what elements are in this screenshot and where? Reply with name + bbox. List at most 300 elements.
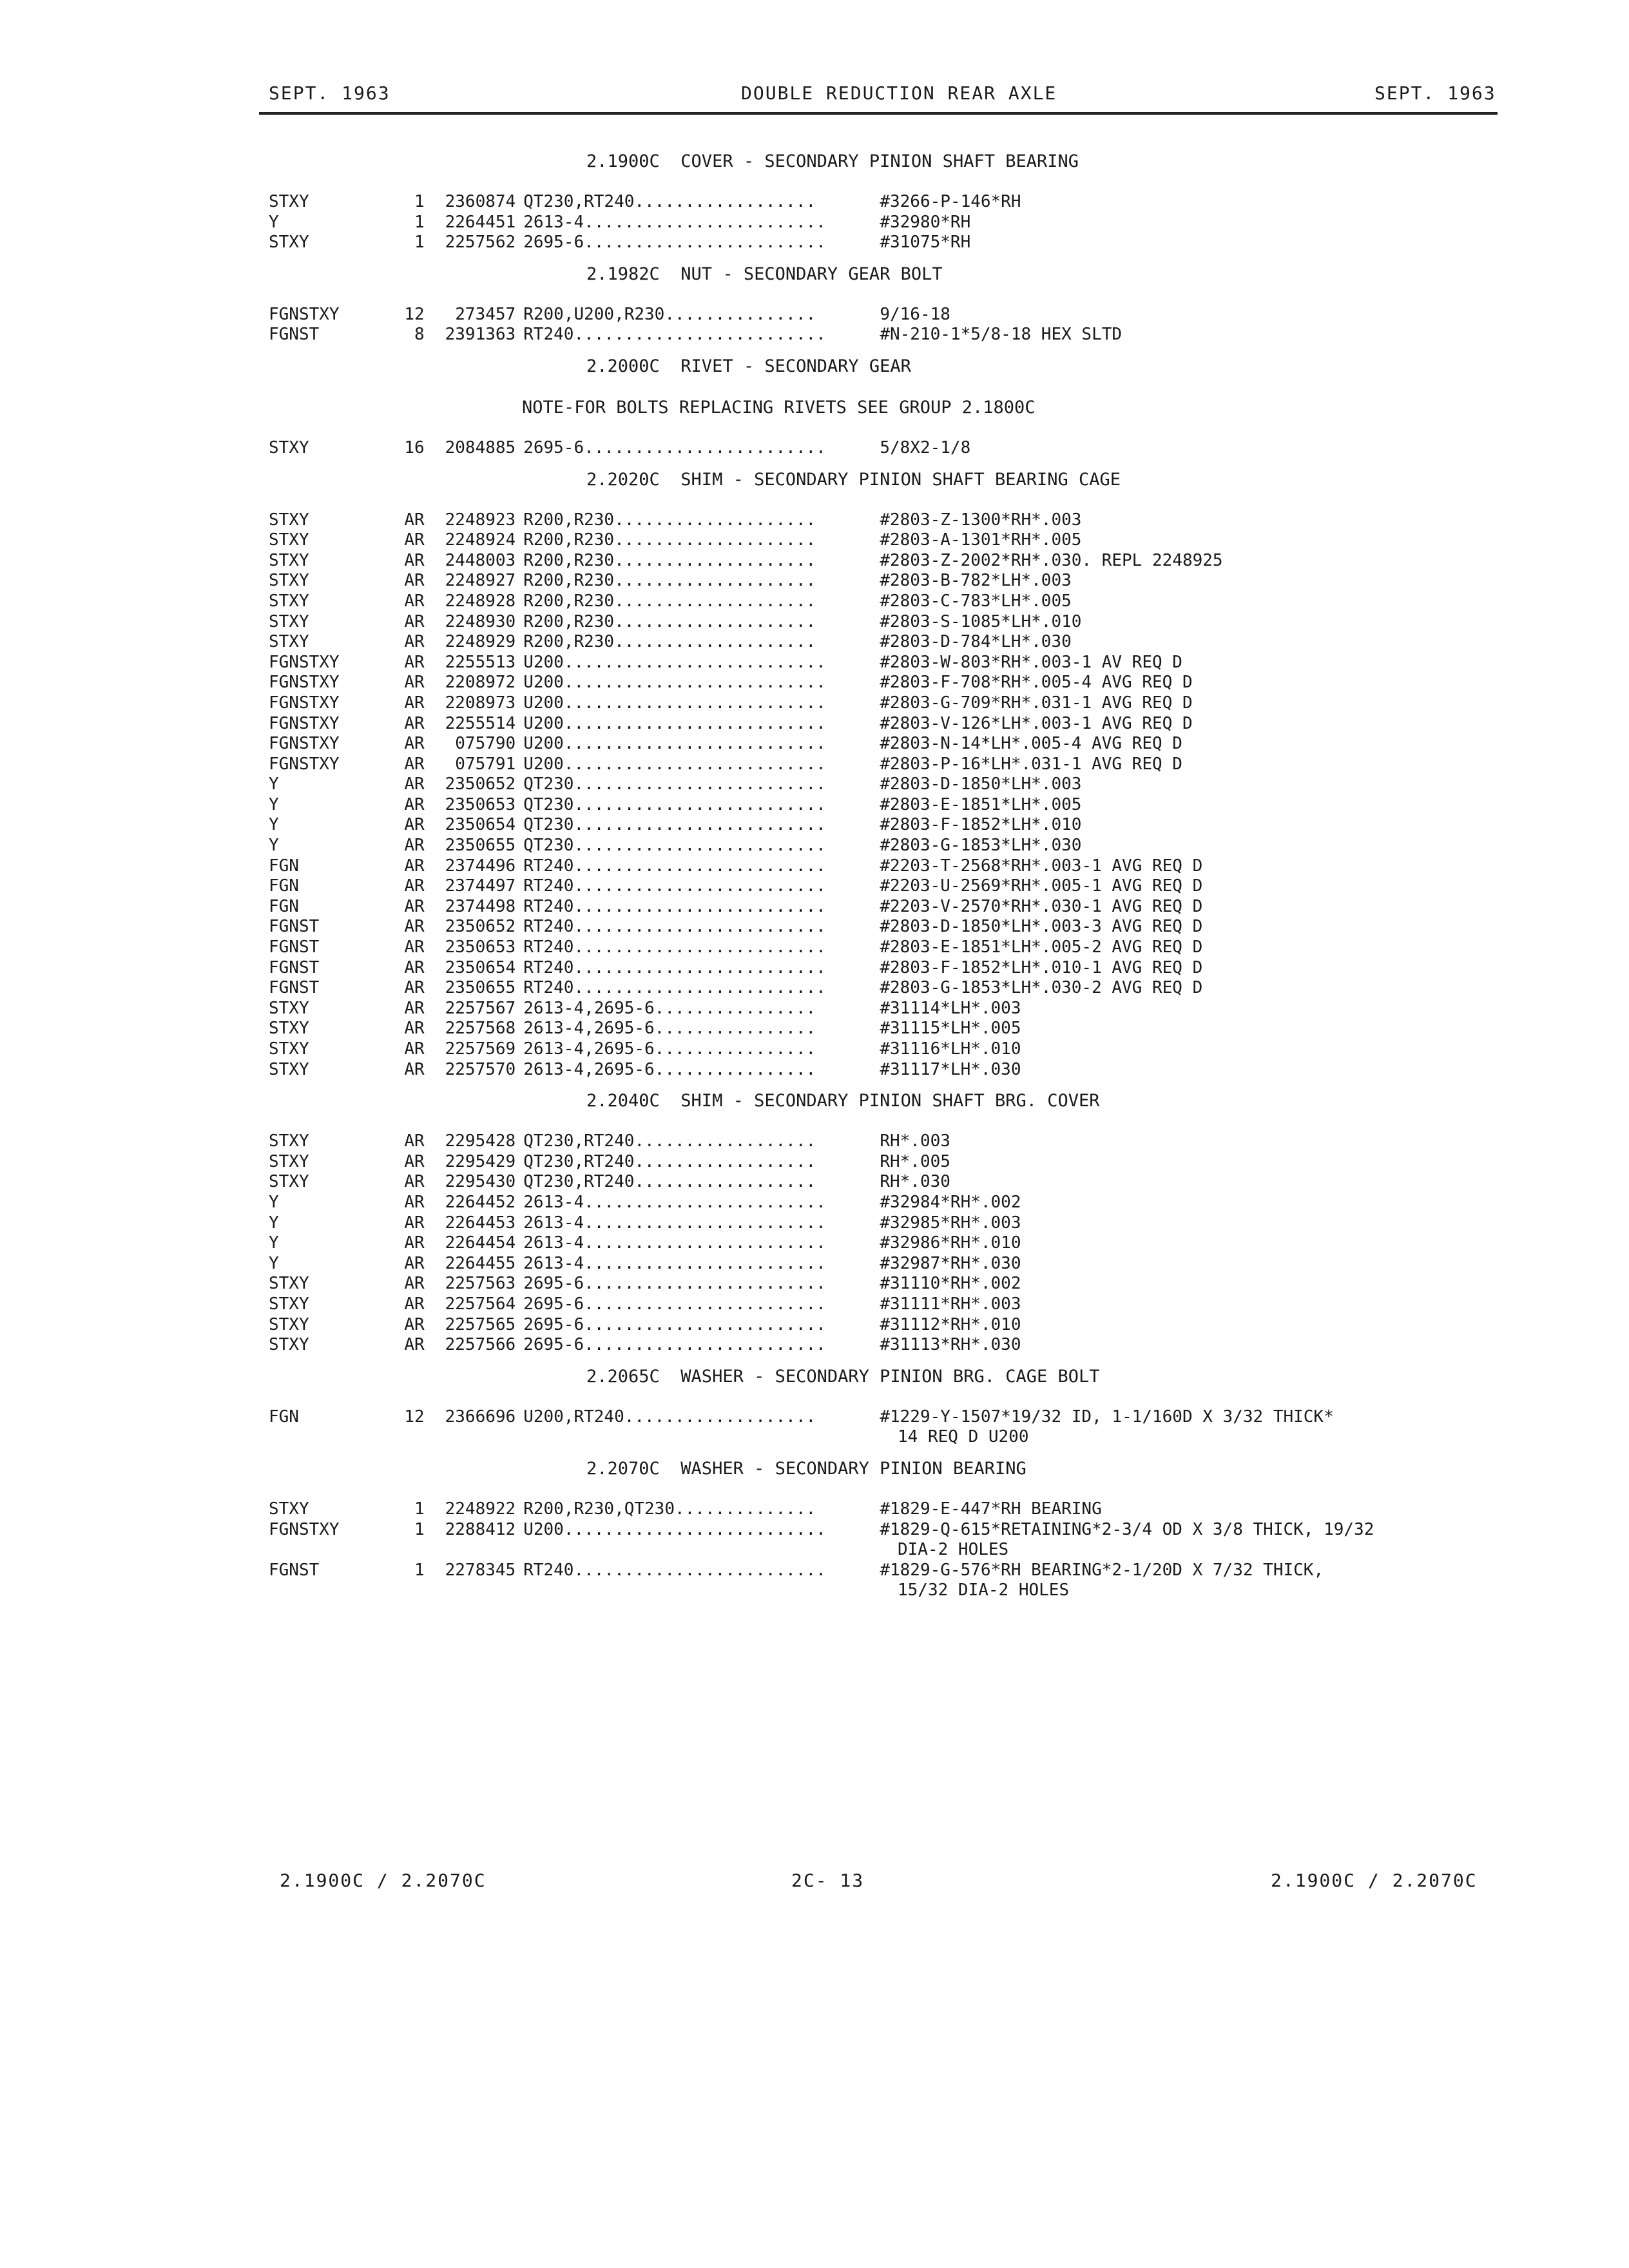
description: #2803-D-1850*LH*.003-3 AVG REQ D bbox=[880, 917, 1203, 937]
application: RT240......................... bbox=[523, 957, 826, 977]
part-number: 2257564 bbox=[445, 1294, 516, 1314]
part-number: 2248930 bbox=[445, 611, 516, 631]
application: 2613-4,2695-6................ bbox=[523, 1059, 816, 1079]
description: #2803-G-1853*LH*.030-2 AVG REQ D bbox=[880, 978, 1203, 998]
part-row bbox=[269, 1294, 1545, 1315]
description: #31075*RH bbox=[880, 233, 971, 253]
part-number: 2257565 bbox=[445, 1314, 516, 1334]
part-row bbox=[269, 510, 1545, 531]
description: #2803-A-1301*RH*.005 bbox=[880, 530, 1082, 550]
model-code: STXY bbox=[269, 550, 309, 570]
application: U200.......................... bbox=[523, 652, 826, 672]
application: 2695-6........................ bbox=[523, 233, 826, 253]
part-row bbox=[269, 192, 1545, 213]
section-title: 2.2065C WASHER - SECONDARY PINION BRG. CAGE BOLT bbox=[586, 1366, 1100, 1387]
model-code: FGNST bbox=[269, 937, 320, 957]
model-code: STXY bbox=[269, 530, 309, 550]
description: #2803-G-709*RH*.031-1 AVG REQ D bbox=[880, 693, 1193, 713]
part-row bbox=[269, 591, 1545, 612]
quantity: AR bbox=[404, 693, 425, 713]
application: R200,R230.................... bbox=[523, 591, 816, 611]
footer-range-right: 2.1900C / 2.2070C bbox=[1271, 1870, 1478, 1891]
application: QT230......................... bbox=[523, 774, 826, 794]
part-row-continuation bbox=[269, 1581, 1545, 1601]
application: 2613-4,2695-6................ bbox=[523, 998, 816, 1018]
part-row bbox=[269, 1520, 1545, 1541]
description: #31110*RH*.002 bbox=[880, 1274, 1021, 1294]
quantity: AR bbox=[404, 1059, 425, 1079]
quantity: AR bbox=[404, 1172, 425, 1192]
model-code: STXY bbox=[269, 437, 309, 457]
model-code: STXY bbox=[269, 1151, 309, 1171]
model-code: FGNST bbox=[269, 325, 320, 345]
application: 2613-4........................ bbox=[523, 1192, 826, 1212]
quantity: AR bbox=[404, 1274, 425, 1294]
model-code: Y bbox=[269, 794, 279, 814]
application: 2695-6........................ bbox=[523, 1274, 826, 1294]
part-number: 075791 bbox=[455, 754, 516, 774]
model-code: Y bbox=[269, 212, 279, 232]
part-number: 2248923 bbox=[445, 510, 516, 530]
part-number: 2264455 bbox=[445, 1253, 516, 1273]
application: 2613-4........................ bbox=[523, 1213, 826, 1233]
part-number: 2084885 bbox=[445, 437, 516, 457]
model-code: Y bbox=[269, 815, 279, 835]
section-title: 2.2040C SHIM - SECONDARY PINION SHAFT BRG. COVER bbox=[586, 1091, 1100, 1111]
part-row bbox=[269, 937, 1545, 958]
model-code: STXY bbox=[269, 1499, 309, 1519]
description: #1829-E-447*RH BEARING bbox=[880, 1499, 1102, 1519]
description: #2803-C-783*LH*.005 bbox=[880, 591, 1072, 611]
application: RT240......................... bbox=[523, 876, 826, 896]
footer-page-number: 2C- 13 bbox=[791, 1870, 865, 1891]
part-row bbox=[269, 734, 1545, 754]
description: RH*.003 bbox=[880, 1131, 950, 1151]
quantity: AR bbox=[404, 673, 425, 693]
part-number: 2350654 bbox=[445, 815, 516, 835]
quantity: 1 bbox=[414, 212, 425, 232]
part-row bbox=[269, 958, 1545, 979]
application: R200,R230.................... bbox=[523, 571, 816, 591]
quantity: AR bbox=[404, 836, 425, 856]
part-row bbox=[269, 551, 1545, 572]
part-row bbox=[269, 1407, 1545, 1428]
application: QT230......................... bbox=[523, 794, 826, 814]
quantity: AR bbox=[404, 550, 425, 570]
application: U200.......................... bbox=[523, 713, 826, 733]
model-code: Y bbox=[269, 1233, 279, 1253]
description: #1829-G-576*RH BEARING*2-1/20D X 7/32 THICK, bbox=[880, 1560, 1324, 1580]
quantity: AR bbox=[404, 734, 425, 754]
part-row-continuation bbox=[269, 1427, 1545, 1448]
model-code: STXY bbox=[269, 1131, 309, 1151]
part-row bbox=[269, 233, 1545, 253]
header-rule bbox=[259, 112, 1498, 115]
quantity: 8 bbox=[414, 325, 425, 345]
description: #N-210-1*5/8-18 HEX SLTD bbox=[880, 325, 1123, 345]
quantity: AR bbox=[404, 1151, 425, 1171]
header-title: DOUBLE REDUCTION REAR AXLE bbox=[741, 82, 1057, 104]
description: #2803-N-14*LH*.005-4 AVG REQ D bbox=[880, 734, 1182, 754]
application: 2695-6........................ bbox=[523, 1335, 826, 1355]
quantity: 1 bbox=[414, 192, 425, 211]
description: #32985*RH*.003 bbox=[880, 1213, 1021, 1233]
part-number: 2208973 bbox=[445, 693, 516, 713]
quantity: AR bbox=[404, 1294, 425, 1314]
application: 2695-6........................ bbox=[523, 1294, 826, 1314]
quantity: 12 bbox=[404, 304, 425, 324]
description: #2803-D-784*LH*.030 bbox=[880, 632, 1072, 652]
application: 2613-4........................ bbox=[523, 1253, 826, 1273]
part-row bbox=[269, 213, 1545, 233]
part-row bbox=[269, 325, 1545, 345]
model-code: STXY bbox=[269, 632, 309, 652]
description-continued: DIA-2 HOLES bbox=[898, 1540, 1009, 1560]
application: R200,R230.................... bbox=[523, 510, 816, 530]
application: RT240......................... bbox=[523, 325, 826, 345]
part-row bbox=[269, 632, 1545, 653]
part-number: 2374498 bbox=[445, 896, 516, 916]
model-code: STXY bbox=[269, 192, 309, 211]
part-number: 2255514 bbox=[445, 713, 516, 733]
quantity: AR bbox=[404, 1253, 425, 1273]
application: 2695-6........................ bbox=[523, 1314, 826, 1334]
part-row bbox=[269, 774, 1545, 795]
part-row bbox=[269, 530, 1545, 551]
model-code: STXY bbox=[269, 1039, 309, 1059]
part-number: 2374497 bbox=[445, 876, 516, 896]
part-number: 2257562 bbox=[445, 233, 516, 253]
part-row bbox=[269, 673, 1545, 693]
quantity: AR bbox=[404, 794, 425, 814]
application: QT230,RT240.................. bbox=[523, 192, 816, 211]
quantity: AR bbox=[404, 1192, 425, 1212]
description: #2803-Z-1300*RH*.003 bbox=[880, 510, 1082, 530]
description: #2203-U-2569*RH*.005-1 AVG REQ D bbox=[880, 876, 1203, 896]
part-row bbox=[269, 1152, 1545, 1173]
model-code: FGN bbox=[269, 876, 299, 896]
section-note: NOTE-FOR BOLTS REPLACING RIVETS SEE GROUP 2.1800C bbox=[522, 397, 1036, 418]
quantity: AR bbox=[404, 1019, 425, 1039]
quantity: AR bbox=[404, 510, 425, 530]
part-row bbox=[269, 1315, 1545, 1336]
application: QT230,RT240.................. bbox=[523, 1151, 816, 1171]
model-code: Y bbox=[269, 1253, 279, 1273]
model-code: FGNSTXY bbox=[269, 754, 340, 774]
part-number: 2248924 bbox=[445, 530, 516, 550]
description: #2203-T-2568*RH*.003-1 AVG REQ D bbox=[880, 856, 1203, 876]
description: #32984*RH*.002 bbox=[880, 1192, 1021, 1212]
header-date-left: SEPT. 1963 bbox=[269, 82, 390, 104]
description: #31112*RH*.010 bbox=[880, 1314, 1021, 1334]
part-number: 2255513 bbox=[445, 652, 516, 672]
quantity: AR bbox=[404, 896, 425, 916]
application: 2613-4........................ bbox=[523, 212, 826, 232]
part-number: 2257563 bbox=[445, 1274, 516, 1294]
description: #31114*LH*.003 bbox=[880, 998, 1021, 1018]
model-code: FGNSTXY bbox=[269, 652, 340, 672]
model-code: Y bbox=[269, 1213, 279, 1233]
description: #31116*LH*.010 bbox=[880, 1039, 1021, 1059]
part-row bbox=[269, 1274, 1545, 1294]
quantity: 1 bbox=[414, 233, 425, 253]
part-number: 075790 bbox=[455, 734, 516, 754]
application: R200,R230.................... bbox=[523, 550, 816, 570]
part-number: 2350654 bbox=[445, 957, 516, 977]
description: #31113*RH*.030 bbox=[880, 1335, 1021, 1355]
part-number: 2257569 bbox=[445, 1039, 516, 1059]
application: U200.......................... bbox=[523, 754, 826, 774]
part-number: 2350653 bbox=[445, 937, 516, 957]
part-row bbox=[269, 836, 1545, 856]
quantity: AR bbox=[404, 957, 425, 977]
model-code: FGNSTXY bbox=[269, 673, 340, 693]
model-code: Y bbox=[269, 774, 279, 794]
quantity: AR bbox=[404, 998, 425, 1018]
part-row bbox=[269, 999, 1545, 1019]
part-number: 2350652 bbox=[445, 917, 516, 937]
quantity: AR bbox=[404, 774, 425, 794]
model-code: FGNSTXY bbox=[269, 1519, 340, 1539]
part-number: 2278345 bbox=[445, 1560, 516, 1580]
description: #31111*RH*.003 bbox=[880, 1294, 1021, 1314]
application: U200.......................... bbox=[523, 1519, 826, 1539]
part-number: 2350653 bbox=[445, 794, 516, 814]
model-code: STXY bbox=[269, 1274, 309, 1294]
description: #1229-Y-1507*19/32 ID, 1-1/160D X 3/32 THICK* bbox=[880, 1407, 1334, 1427]
application: RT240......................... bbox=[523, 978, 826, 998]
part-number: 2360874 bbox=[445, 192, 516, 211]
description: #32986*RH*.010 bbox=[880, 1233, 1021, 1253]
model-code: FGNST bbox=[269, 978, 320, 998]
quantity: AR bbox=[404, 571, 425, 591]
parts-section bbox=[269, 469, 1545, 1081]
part-number: 2257567 bbox=[445, 998, 516, 1018]
quantity: AR bbox=[404, 917, 425, 937]
part-row bbox=[269, 438, 1545, 459]
part-number: 2248928 bbox=[445, 591, 516, 611]
description: 9/16-18 bbox=[880, 304, 950, 324]
quantity: AR bbox=[404, 530, 425, 550]
description: RH*.030 bbox=[880, 1172, 950, 1192]
application: U200.......................... bbox=[523, 673, 826, 693]
application: QT230......................... bbox=[523, 815, 826, 835]
part-row bbox=[269, 1561, 1545, 1581]
quantity: AR bbox=[404, 978, 425, 998]
part-number: 2295428 bbox=[445, 1131, 516, 1151]
description: #2803-E-1851*LH*.005-2 AVG REQ D bbox=[880, 937, 1203, 957]
parts-section bbox=[269, 264, 1545, 345]
part-number: 2257566 bbox=[445, 1335, 516, 1355]
application: 2613-4,2695-6................ bbox=[523, 1039, 816, 1059]
application: R200,R230,QT230.............. bbox=[523, 1499, 816, 1519]
description: #2803-D-1850*LH*.003 bbox=[880, 774, 1082, 794]
part-row bbox=[269, 1335, 1545, 1356]
model-code: FGNSTXY bbox=[269, 304, 340, 324]
application: RT240......................... bbox=[523, 937, 826, 957]
model-code: STXY bbox=[269, 1059, 309, 1079]
application: 2613-4........................ bbox=[523, 1233, 826, 1253]
application: RT240......................... bbox=[523, 856, 826, 876]
quantity: 1 bbox=[414, 1560, 425, 1580]
part-number: 2264454 bbox=[445, 1233, 516, 1253]
part-number: 2295429 bbox=[445, 1151, 516, 1171]
description: #1829-Q-615*RETAINING*2-3/4 OD X 3/8 THICK, 19/32 bbox=[880, 1519, 1374, 1539]
section-title: 2.1982C NUT - SECONDARY GEAR BOLT bbox=[586, 264, 943, 284]
footer-range-left: 2.1900C / 2.2070C bbox=[280, 1870, 487, 1891]
part-row bbox=[269, 917, 1545, 937]
model-code: FGNST bbox=[269, 957, 320, 977]
description: #2803-F-1852*LH*.010-1 AVG REQ D bbox=[880, 957, 1203, 977]
part-row bbox=[269, 1213, 1545, 1234]
part-number: 2288412 bbox=[445, 1519, 516, 1539]
model-code: FGNSTXY bbox=[269, 693, 340, 713]
quantity: 1 bbox=[414, 1499, 425, 1519]
description: #31117*LH*.030 bbox=[880, 1059, 1021, 1079]
application: 2695-6........................ bbox=[523, 437, 826, 457]
description-continued: 14 REQ D U200 bbox=[898, 1427, 1029, 1447]
part-number: 2264451 bbox=[445, 212, 516, 232]
part-row bbox=[269, 1172, 1545, 1193]
header-date-right: SEPT. 1963 bbox=[1374, 82, 1496, 104]
model-code: STXY bbox=[269, 1335, 309, 1355]
description-continued: 15/32 DIA-2 HOLES bbox=[898, 1581, 1070, 1600]
model-code: FGN bbox=[269, 856, 299, 876]
application: U200.......................... bbox=[523, 693, 826, 713]
section-title: 2.1900C COVER - SECONDARY PINION SHAFT BEARING bbox=[586, 151, 1079, 171]
description: #3266-P-146*RH bbox=[880, 192, 1021, 211]
model-code: STXY bbox=[269, 571, 309, 591]
model-code: STXY bbox=[269, 591, 309, 611]
part-number: 2391363 bbox=[445, 325, 516, 345]
description: RH*.005 bbox=[880, 1151, 950, 1171]
part-number: 2208972 bbox=[445, 673, 516, 693]
model-code: STXY bbox=[269, 1172, 309, 1192]
parts-list bbox=[269, 140, 1545, 1604]
section-title: 2.2020C SHIM - SECONDARY PINION SHAFT BEARING CAGE bbox=[586, 469, 1121, 490]
model-code: Y bbox=[269, 1192, 279, 1212]
application: R200,R230.................... bbox=[523, 632, 816, 652]
description: #2803-Z-2002*RH*.030. REPL 2248925 bbox=[880, 550, 1223, 570]
application: U200.......................... bbox=[523, 734, 826, 754]
application: RT240......................... bbox=[523, 917, 826, 937]
model-code: Y bbox=[269, 836, 279, 856]
model-code: STXY bbox=[269, 510, 309, 530]
part-number: 2257570 bbox=[445, 1059, 516, 1079]
part-row bbox=[269, 653, 1545, 673]
application: QT230......................... bbox=[523, 836, 826, 856]
description: #2803-F-708*RH*.005-4 AVG REQ D bbox=[880, 673, 1193, 693]
model-code: FGNST bbox=[269, 1560, 320, 1580]
quantity: AR bbox=[404, 1213, 425, 1233]
part-number: 2264452 bbox=[445, 1192, 516, 1212]
part-number: 2248922 bbox=[445, 1499, 516, 1519]
description: #2803-B-782*LH*.003 bbox=[880, 571, 1072, 591]
model-code: FGN bbox=[269, 1407, 299, 1427]
quantity: 1 bbox=[414, 1519, 425, 1539]
part-number: 2295430 bbox=[445, 1172, 516, 1192]
part-row bbox=[269, 1254, 1545, 1274]
model-code: FGNSTXY bbox=[269, 734, 340, 754]
application: U200,RT240................... bbox=[523, 1407, 816, 1427]
description: #32987*RH*.030 bbox=[880, 1253, 1021, 1273]
model-code: STXY bbox=[269, 1019, 309, 1039]
parts-section bbox=[269, 1090, 1545, 1356]
section-title: 2.2070C WASHER - SECONDARY PINION BEARING bbox=[586, 1458, 1027, 1479]
application: R200,R230.................... bbox=[523, 530, 816, 550]
quantity: AR bbox=[404, 754, 425, 774]
part-row bbox=[269, 305, 1545, 325]
quantity: AR bbox=[404, 713, 425, 733]
quantity: AR bbox=[404, 1233, 425, 1253]
part-number: 2366696 bbox=[445, 1407, 516, 1427]
parts-section bbox=[269, 356, 1545, 459]
part-row bbox=[269, 815, 1545, 836]
description: #2803-E-1851*LH*.005 bbox=[880, 794, 1082, 814]
quantity: AR bbox=[404, 652, 425, 672]
part-number: 2248929 bbox=[445, 632, 516, 652]
part-row bbox=[269, 1233, 1545, 1254]
application: RT240......................... bbox=[523, 1560, 826, 1580]
quantity: AR bbox=[404, 937, 425, 957]
quantity: AR bbox=[404, 611, 425, 631]
quantity: AR bbox=[404, 876, 425, 896]
description: #32980*RH bbox=[880, 212, 971, 232]
quantity: AR bbox=[404, 1314, 425, 1334]
model-code: FGNSTXY bbox=[269, 713, 340, 733]
quantity: 12 bbox=[404, 1407, 425, 1427]
quantity: 16 bbox=[404, 437, 425, 457]
part-row bbox=[269, 1499, 1545, 1520]
application: QT230,RT240.................. bbox=[523, 1172, 816, 1192]
quantity: AR bbox=[404, 1039, 425, 1059]
parts-section bbox=[269, 1366, 1545, 1448]
part-number: 2257568 bbox=[445, 1019, 516, 1039]
section-title: 2.2000C RIVET - SECONDARY GEAR bbox=[586, 356, 911, 376]
model-code: FGN bbox=[269, 896, 299, 916]
part-row bbox=[269, 856, 1545, 877]
application: R200,R230.................... bbox=[523, 611, 816, 631]
part-row bbox=[269, 1039, 1545, 1060]
quantity: AR bbox=[404, 815, 425, 835]
part-row bbox=[269, 612, 1545, 633]
part-row bbox=[269, 571, 1545, 591]
part-number: 2448003 bbox=[445, 550, 516, 570]
description: #31115*LH*.005 bbox=[880, 1019, 1021, 1039]
description: #2803-P-16*LH*.031-1 AVG REQ D bbox=[880, 754, 1182, 774]
model-code: FGNST bbox=[269, 917, 320, 937]
parts-section bbox=[269, 151, 1545, 253]
quantity: AR bbox=[404, 632, 425, 652]
model-code: STXY bbox=[269, 1314, 309, 1334]
quantity: AR bbox=[404, 591, 425, 611]
part-number: 2350652 bbox=[445, 774, 516, 794]
part-number: 273457 bbox=[455, 304, 516, 324]
description: #2203-V-2570*RH*.030-1 AVG REQ D bbox=[880, 896, 1203, 916]
part-number: 2248927 bbox=[445, 571, 516, 591]
part-row bbox=[269, 978, 1545, 999]
application: RT240......................... bbox=[523, 896, 826, 916]
part-row bbox=[269, 1131, 1545, 1152]
description: #2803-G-1853*LH*.030 bbox=[880, 836, 1082, 856]
quantity: AR bbox=[404, 1131, 425, 1151]
part-number: 2350655 bbox=[445, 836, 516, 856]
description: 5/8X2-1/8 bbox=[880, 437, 971, 457]
part-number: 2350655 bbox=[445, 978, 516, 998]
part-row bbox=[269, 1193, 1545, 1213]
application: QT230,RT240.................. bbox=[523, 1131, 816, 1151]
part-row bbox=[269, 1019, 1545, 1039]
